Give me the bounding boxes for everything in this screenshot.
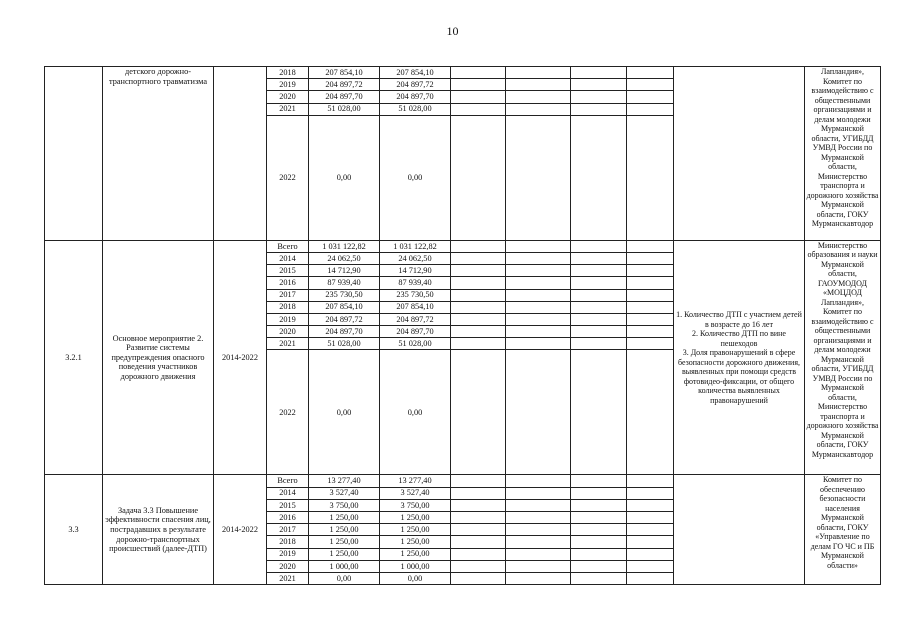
empty-cell — [451, 67, 506, 79]
total-cell: 0,00 — [309, 115, 380, 240]
funding-cell: 3 750,00 — [380, 499, 451, 511]
empty-cell — [506, 91, 571, 103]
total-cell: 1 250,00 — [309, 548, 380, 560]
funding-cell: 204 897,70 — [380, 91, 451, 103]
budget-table-body — [45, 67, 881, 585]
period-cell — [214, 67, 267, 241]
empty-cell — [571, 326, 627, 338]
year-cell: 2018 — [267, 536, 309, 548]
year-cell: 2021 — [267, 338, 309, 350]
empty-cell — [571, 572, 627, 584]
year-cell: 2017 — [267, 524, 309, 536]
empty-cell — [506, 524, 571, 536]
total-cell: 14 712,90 — [309, 265, 380, 277]
empty-cell — [451, 338, 506, 350]
empty-cell — [451, 572, 506, 584]
year-cell: 2020 — [267, 326, 309, 338]
measure-name-cell: Основное мероприятие 2. Развитие системы предупреждения опасного поведения участников дорожного движения — [103, 240, 214, 475]
year-cell: 2020 — [267, 560, 309, 572]
empty-cell — [451, 91, 506, 103]
total-cell: 3 750,00 — [309, 499, 380, 511]
empty-cell — [627, 499, 674, 511]
empty-cell — [451, 240, 506, 252]
funding-cell: 204 897,72 — [380, 313, 451, 325]
empty-cell — [627, 487, 674, 499]
empty-cell — [506, 560, 571, 572]
total-cell: 1 250,00 — [309, 536, 380, 548]
empty-cell — [571, 512, 627, 524]
total-cell: 0,00 — [309, 350, 380, 475]
year-cell: 2020 — [267, 91, 309, 103]
table-row — [45, 67, 881, 79]
total-cell: 1 250,00 — [309, 512, 380, 524]
year-cell: 2017 — [267, 289, 309, 301]
empty-cell — [451, 301, 506, 313]
empty-cell — [627, 548, 674, 560]
year-cell: 2021 — [267, 103, 309, 115]
empty-cell — [627, 277, 674, 289]
empty-cell — [506, 548, 571, 560]
funding-cell: 204 897,72 — [380, 79, 451, 91]
funding-cell: 1 031 122,82 — [380, 240, 451, 252]
empty-cell — [506, 313, 571, 325]
funding-cell: 51 028,00 — [380, 338, 451, 350]
funding-cell: 235 730,50 — [380, 289, 451, 301]
empty-cell — [627, 536, 674, 548]
empty-cell — [627, 91, 674, 103]
empty-cell — [627, 265, 674, 277]
empty-cell — [571, 475, 627, 487]
total-cell: 204 897,70 — [309, 91, 380, 103]
empty-cell — [506, 326, 571, 338]
year-cell: 2019 — [267, 548, 309, 560]
funding-cell: 207 854,10 — [380, 67, 451, 79]
year-cell: 2015 — [267, 499, 309, 511]
empty-cell — [506, 487, 571, 499]
funding-cell: 13 277,40 — [380, 475, 451, 487]
page-number: 10 — [446, 24, 459, 38]
empty-cell — [506, 572, 571, 584]
empty-cell — [571, 536, 627, 548]
empty-cell — [627, 326, 674, 338]
empty-cell — [627, 103, 674, 115]
funding-cell: 14 712,90 — [380, 265, 451, 277]
empty-cell — [571, 548, 627, 560]
empty-cell — [506, 350, 571, 475]
empty-cell — [571, 313, 627, 325]
responsible-cell: Министерство образования и науки Мурманской области, ГАОУМОДОД «МОЦДОД Лапландия», Комитет по взаимодействию с общественными организациями и делам молодежи Мурманской области, УГИБДД УМВД России по Мурманской области, Министерство транспорта и дорожного хозяйства Мурманской области, ГОКУ Мурманскавтодор — [805, 240, 881, 475]
total-cell: 1 250,00 — [309, 524, 380, 536]
year-cell: 2022 — [267, 115, 309, 240]
table-row — [45, 475, 881, 487]
indicator-item: 3. Доля правонарушений в сфере безопасности дорожного движения, выявленных при помощи средств фотовидео-фиксации, от общего количества выявленных правонарушений — [677, 348, 801, 405]
empty-cell — [451, 313, 506, 325]
empty-cell — [627, 79, 674, 91]
year-cell: 2018 — [267, 301, 309, 313]
empty-cell — [451, 252, 506, 264]
year-cell: Всего — [267, 240, 309, 252]
empty-cell — [627, 475, 674, 487]
row-number-cell — [45, 67, 103, 241]
empty-cell — [451, 499, 506, 511]
empty-cell — [571, 487, 627, 499]
empty-cell — [451, 512, 506, 524]
empty-cell — [571, 115, 627, 240]
indicator-item: 2. Количество ДТП по вине пешеходов — [692, 329, 786, 348]
empty-cell — [451, 560, 506, 572]
empty-cell — [506, 289, 571, 301]
period-cell: 2014-2022 — [214, 475, 267, 585]
empty-cell — [451, 79, 506, 91]
empty-cell — [627, 572, 674, 584]
empty-cell — [506, 265, 571, 277]
period-cell: 2014-2022 — [214, 240, 267, 475]
year-cell: 2016 — [267, 277, 309, 289]
year-cell: 2021 — [267, 572, 309, 584]
responsible-cell: Лапландия», Комитет по взаимодействию с общественными организациями и делам молодежи Мурманской области, УГИБДД УМВД России по Мурманской области, Министерство транспорта и дорожного хозяйства Мурманской области, ГОКУ Мурманскавтодор — [805, 67, 881, 241]
empty-cell — [627, 512, 674, 524]
year-cell: 2014 — [267, 487, 309, 499]
total-cell: 207 854,10 — [309, 301, 380, 313]
empty-cell — [451, 289, 506, 301]
empty-cell — [451, 350, 506, 475]
total-cell: 204 897,72 — [309, 313, 380, 325]
empty-cell — [451, 103, 506, 115]
responsible-cell: Комитет по обеспечению безопасности населения Мурманской области, ГОКУ «Управление по делам ГО ЧС и ПБ Мурманской области» — [805, 475, 881, 585]
empty-cell — [571, 350, 627, 475]
indicators-cell — [674, 240, 805, 475]
total-cell: 87 939,40 — [309, 277, 380, 289]
empty-cell — [451, 524, 506, 536]
funding-cell: 24 062,50 — [380, 252, 451, 264]
empty-cell — [627, 115, 674, 240]
funding-cell: 204 897,70 — [380, 326, 451, 338]
empty-cell — [571, 67, 627, 79]
empty-cell — [571, 265, 627, 277]
empty-cell — [506, 67, 571, 79]
funding-cell: 1 250,00 — [380, 512, 451, 524]
empty-cell — [571, 524, 627, 536]
total-cell: 51 028,00 — [309, 103, 380, 115]
empty-cell — [506, 103, 571, 115]
empty-cell — [506, 252, 571, 264]
empty-cell — [571, 289, 627, 301]
empty-cell — [571, 91, 627, 103]
empty-cell — [627, 67, 674, 79]
row-number-cell: 3.2.1 — [45, 240, 103, 475]
funding-cell: 87 939,40 — [380, 277, 451, 289]
funding-cell: 51 028,00 — [380, 103, 451, 115]
empty-cell — [506, 115, 571, 240]
total-cell: 24 062,50 — [309, 252, 380, 264]
funding-cell: 0,00 — [380, 572, 451, 584]
total-cell: 204 897,70 — [309, 326, 380, 338]
indicators-cell — [674, 475, 805, 585]
table-row — [45, 240, 881, 252]
year-cell: 2018 — [267, 67, 309, 79]
measure-name-cell: Задача 3.3 Повышение эффективности спасения лиц, пострадавших в результате дорожно-транспортных происшествий (далее-ДТП) — [103, 475, 214, 585]
funding-cell: 0,00 — [380, 115, 451, 240]
total-cell: 207 854,10 — [309, 67, 380, 79]
total-cell: 0,00 — [309, 572, 380, 584]
total-cell: 13 277,40 — [309, 475, 380, 487]
empty-cell — [571, 103, 627, 115]
funding-cell: 3 527,40 — [380, 487, 451, 499]
empty-cell — [627, 524, 674, 536]
empty-cell — [571, 499, 627, 511]
indicators-cell — [674, 67, 805, 241]
empty-cell — [451, 475, 506, 487]
funding-cell: 207 854,10 — [380, 301, 451, 313]
empty-cell — [506, 240, 571, 252]
total-cell: 1 031 122,82 — [309, 240, 380, 252]
measure-name-cell: детского дорожно-транспортного травматизма — [103, 67, 214, 241]
empty-cell — [506, 301, 571, 313]
empty-cell — [451, 536, 506, 548]
total-cell: 235 730,50 — [309, 289, 380, 301]
empty-cell — [627, 252, 674, 264]
empty-cell — [627, 289, 674, 301]
empty-cell — [506, 499, 571, 511]
empty-cell — [571, 301, 627, 313]
year-cell: 2019 — [267, 79, 309, 91]
empty-cell — [451, 487, 506, 499]
year-cell: 2022 — [267, 350, 309, 475]
empty-cell — [506, 338, 571, 350]
empty-cell — [571, 560, 627, 572]
funding-cell: 0,00 — [380, 350, 451, 475]
funding-cell: 1 250,00 — [380, 524, 451, 536]
empty-cell — [627, 338, 674, 350]
empty-cell — [506, 79, 571, 91]
row-number-cell: 3.3 — [45, 475, 103, 585]
empty-cell — [571, 252, 627, 264]
empty-cell — [627, 560, 674, 572]
empty-cell — [506, 277, 571, 289]
empty-cell — [451, 115, 506, 240]
year-cell: 2014 — [267, 252, 309, 264]
total-cell: 3 527,40 — [309, 487, 380, 499]
empty-cell — [571, 240, 627, 252]
empty-cell — [506, 536, 571, 548]
empty-cell — [506, 512, 571, 524]
total-cell: 51 028,00 — [309, 338, 380, 350]
empty-cell — [451, 548, 506, 560]
empty-cell — [571, 338, 627, 350]
funding-cell: 1 250,00 — [380, 536, 451, 548]
empty-cell — [627, 240, 674, 252]
empty-cell — [627, 313, 674, 325]
indicator-item: 1. Количество ДТП с участием детей в возрасте до 16 лет — [676, 310, 802, 329]
empty-cell — [506, 475, 571, 487]
empty-cell — [571, 277, 627, 289]
empty-cell — [451, 326, 506, 338]
year-cell: 2015 — [267, 265, 309, 277]
empty-cell — [627, 301, 674, 313]
empty-cell — [451, 265, 506, 277]
year-cell: Всего — [267, 475, 309, 487]
empty-cell — [571, 79, 627, 91]
budget-table — [44, 66, 881, 585]
year-cell: 2019 — [267, 313, 309, 325]
empty-cell — [627, 350, 674, 475]
funding-cell: 1 250,00 — [380, 548, 451, 560]
total-cell: 204 897,72 — [309, 79, 380, 91]
year-cell: 2016 — [267, 512, 309, 524]
total-cell: 1 000,00 — [309, 560, 380, 572]
empty-cell — [451, 277, 506, 289]
funding-cell: 1 000,00 — [380, 560, 451, 572]
